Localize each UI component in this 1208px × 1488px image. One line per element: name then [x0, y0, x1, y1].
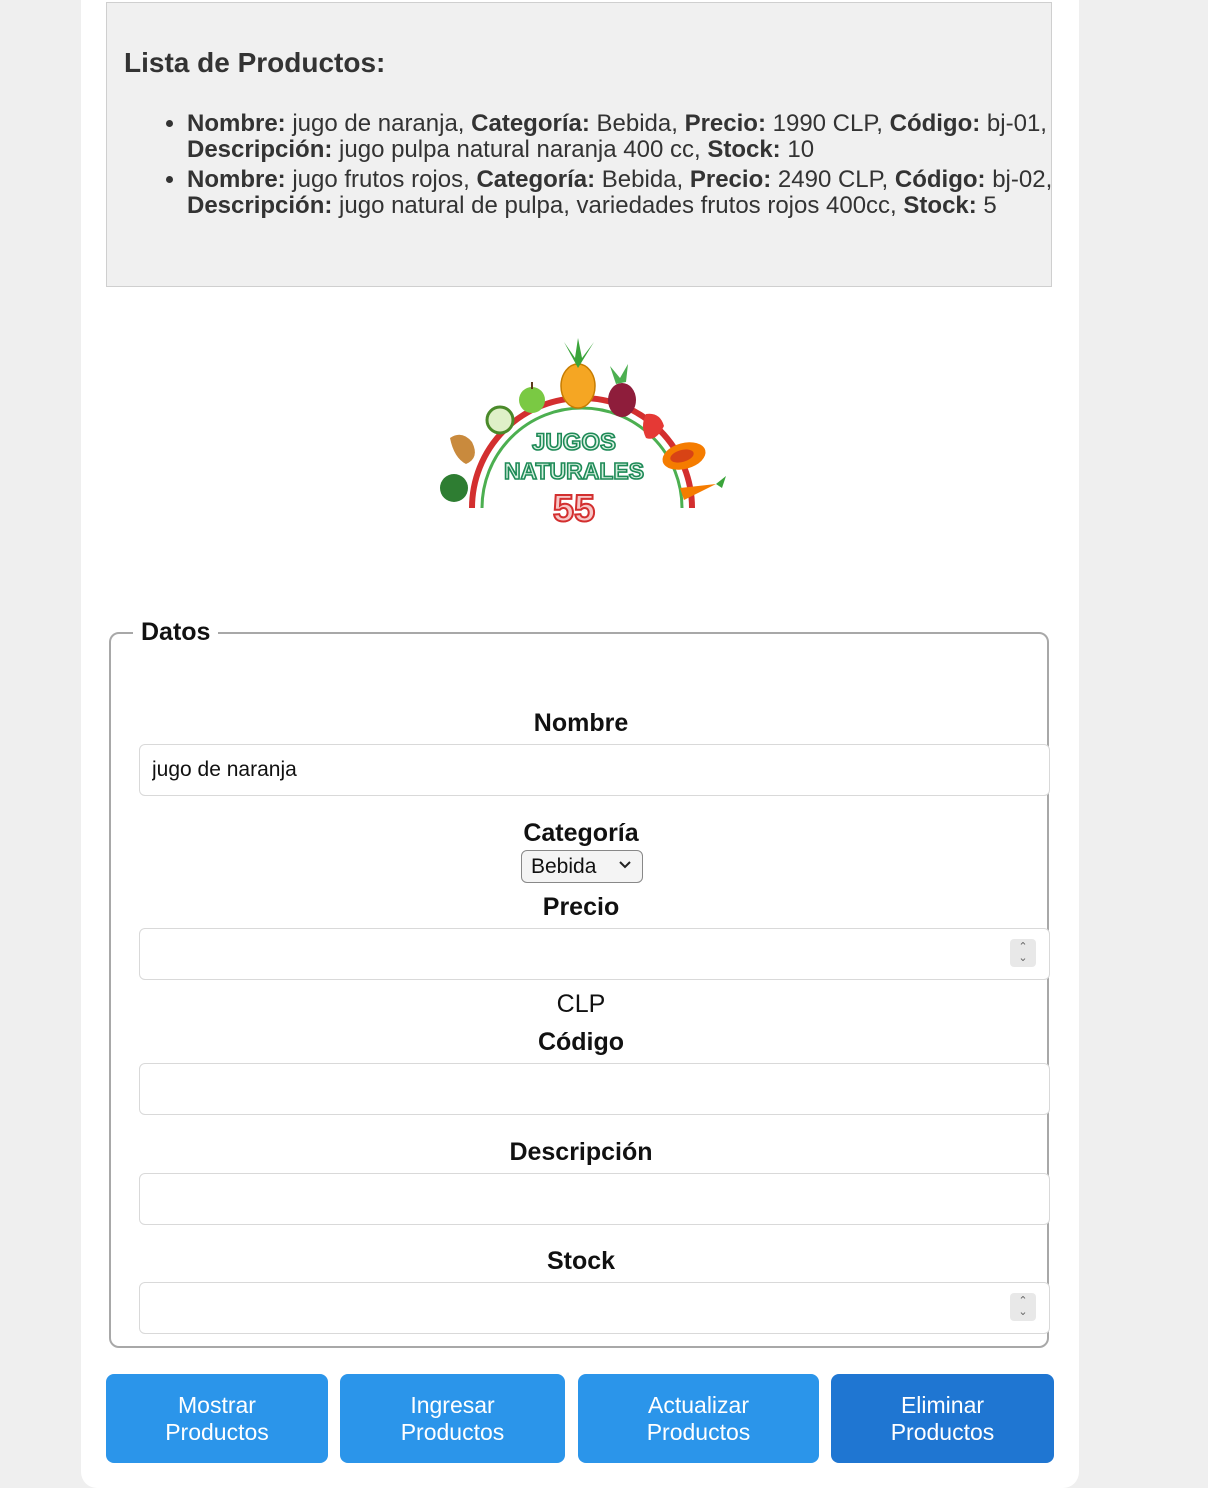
nombre-label: Nombre — [533, 709, 629, 737]
categoria-label: Categoría — [523, 819, 639, 847]
label-nombre: Nombre: — [187, 110, 286, 137]
value-categoria: Bebida, — [595, 166, 690, 193]
label-precio: Precio: — [689, 166, 772, 193]
list-item — [187, 167, 1067, 219]
list-item — [187, 111, 1067, 163]
stock-input[interactable] — [139, 1282, 1050, 1334]
value-descripcion: jugo pulpa natural naranja 400 cc, — [332, 136, 708, 163]
label-stock: Stock: — [903, 192, 977, 219]
label-categoria: Categoría: — [471, 110, 590, 137]
spinner-arrows-icon[interactable]: ⌃ ⌄ — [1010, 1293, 1036, 1321]
label-codigo: Código: — [889, 110, 981, 137]
value-stock: 5 — [976, 192, 997, 219]
ingresar-productos-button[interactable]: Ingresar Productos — [340, 1374, 565, 1463]
value-categoria: Bebida, — [589, 110, 685, 137]
stock-field — [139, 1282, 1050, 1334]
label-stock: Stock: — [707, 136, 781, 163]
label-precio: Precio: — [684, 110, 766, 137]
categoria-selected-value: Bebida — [531, 854, 597, 878]
label-descripcion: Descripción: — [187, 192, 333, 219]
nombre-input[interactable] — [139, 744, 1050, 796]
label-codigo: Código: — [894, 166, 986, 193]
datos-legend: Datos — [141, 618, 211, 646]
value-codigo: bj-01, — [980, 110, 1047, 137]
precio-field — [139, 928, 1050, 980]
value-precio: 2490 CLP, — [771, 166, 895, 193]
value-codigo: bj-02, — [985, 166, 1053, 193]
precio-input[interactable] — [139, 928, 1050, 980]
value-stock: 10 — [780, 136, 815, 163]
descripcion-input[interactable] — [139, 1173, 1050, 1225]
value-descripcion: jugo natural de pulpa, variedades frutos rojos 400cc, — [332, 192, 904, 219]
spinner-arrows-icon[interactable]: ⌃ ⌄ — [1010, 939, 1036, 967]
value-nombre: jugo frutos rojos, — [285, 166, 477, 193]
codigo-input[interactable] — [139, 1063, 1050, 1115]
label-nombre: Nombre: — [187, 166, 286, 193]
logo-line-1: JUGOS — [531, 429, 617, 456]
logo-line-3: 55 — [552, 488, 596, 530]
currency-label: CLP — [556, 990, 606, 1018]
product-list — [145, 111, 1067, 223]
actualizar-productos-button[interactable]: Actualizar Productos — [578, 1374, 819, 1463]
categoria-select[interactable] — [521, 850, 643, 883]
mostrar-productos-button[interactable]: Mostrar Productos — [106, 1374, 328, 1463]
jugos-naturales-logo — [432, 338, 732, 533]
precio-label: Precio — [542, 893, 620, 921]
value-precio: 1990 CLP, — [765, 110, 890, 137]
chevron-down-icon — [618, 858, 632, 872]
label-categoria: Categoría: — [476, 166, 596, 193]
product-list-panel — [106, 2, 1052, 287]
list-title: Lista de Productos: — [124, 47, 386, 78]
value-nombre: jugo de naranja, — [285, 110, 472, 137]
codigo-label: Código — [537, 1028, 625, 1056]
label-descripcion: Descripción: — [187, 136, 333, 163]
descripcion-label: Descripción — [509, 1138, 653, 1166]
stock-label: Stock — [546, 1247, 616, 1275]
eliminar-productos-button[interactable]: Eliminar Productos — [831, 1374, 1054, 1463]
logo-line-2: NATURALES — [503, 458, 645, 484]
datos-fieldset — [109, 618, 1049, 1348]
